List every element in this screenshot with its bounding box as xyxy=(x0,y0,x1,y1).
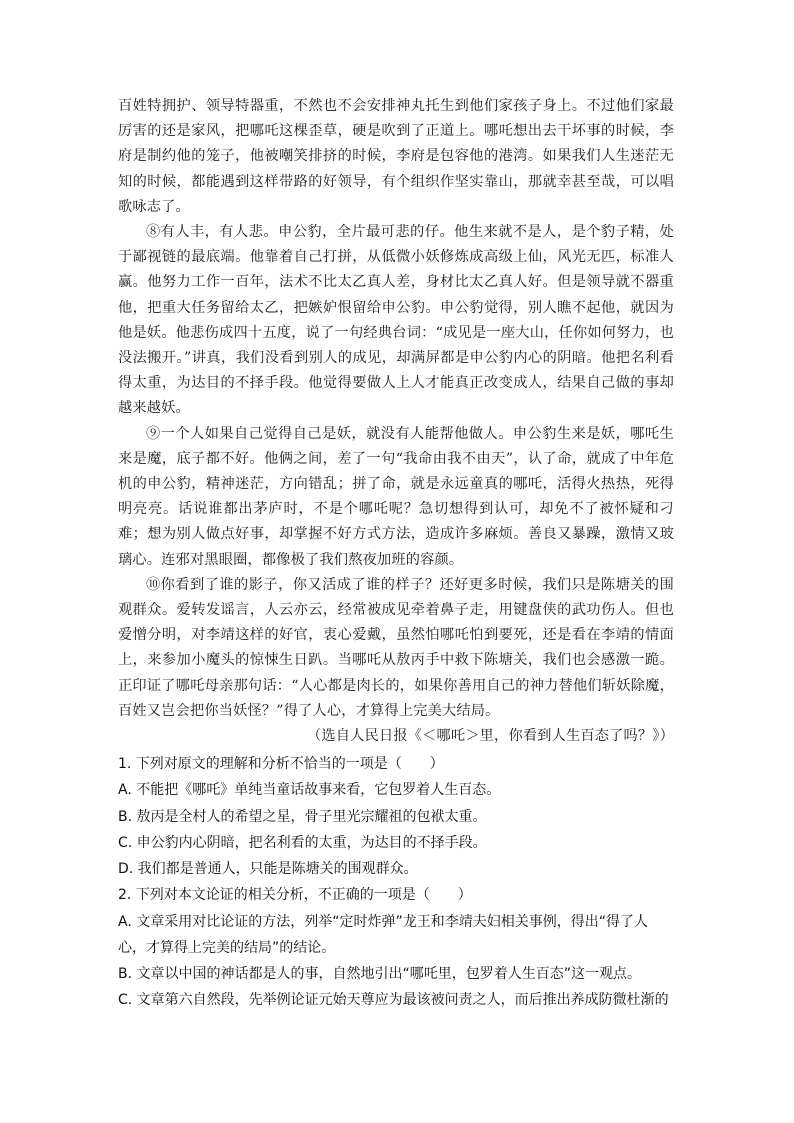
passage-paragraph-9: ⑨一个人如果自己觉得自己是妖，就没有人能帮他做人。申公豹生来是妖，哪吒生来是魔，底子都不好。他俩之间，差了一句“我命由我不由天”，认了命，就成了中年危机的申公豹，精神迷茫，方向错乱；拼了命，就是永远童真的哪吒，活得火热热，死得明亮亮。话说谁都出茅庐时，不是个哪吒呢？急切想得到认可，却免不了被怀疑和刁难；想为别人做点好事，却掌握不好方式方法，造成许多麻烦。善良又暴躁，激情又玻璃心。连邪对黑眼圈，都像极了我们熬夜加班的容颜。 xyxy=(118,425,674,568)
question-1-option-d: D. 我们都是普通人，只能是陈塘关的围观群众。 xyxy=(118,861,418,878)
question-2-option-c: C. 文章第六自然段，先举例论证元始天尊应为最该被问责之人，而后推出养成防微杜渐的 xyxy=(118,992,669,1009)
question-2-stem: 2. 下列对本文论证的相关分析，不正确的一项是（ ） xyxy=(118,887,472,904)
question-1-stem: 1. 下列对原文的理解和分析不恰当的一项是（ ） xyxy=(118,756,444,773)
question-1-option-c: C. 申公豹内心阴暗，把名利看的太重，为达目的不择手段。 xyxy=(118,834,487,851)
question-2-option-a-line-1: A. 文章采用对比论证的方法，列举“定时炸弹”龙王和李靖夫妇相关事例，得出“得了人 xyxy=(118,913,648,930)
question-2-option-b: B. 文章以中国的神话都是人的事，自然地引出“哪吒里，包罗着人生百态”这一观点。 xyxy=(118,965,642,982)
passage-paragraph-10: ⑩你看到了谁的影子，你又活成了谁的样子？还好更多时候，我们只是陈塘关的围观群众。爱转发谣言，人云亦云，经常被成见牵着鼻子走，用键盘侠的武功伤人。但也爱憎分明，对李靖这样的好官，衷心爱戴，虽然怕哪吒怕到要死，还是看在李靖的情面上，来参加小魔头的惊悚生日趴。当哪吒从敖丙手中救下陈塘关，我们也会感激一跪。正印证了哪吒母亲那句话：“人心都是肉长的，如果你善用自己的神力替他们斩妖除魔，百姓又岂会把你当妖怪？”得了人心，才算得上完美大结局。 xyxy=(118,576,674,719)
question-1-option-b: B. 敖丙是全村人的希望之星，骨子里光宗耀祖的包袱太重。 xyxy=(118,808,487,825)
passage-paragraph-7: 百姓特拥护、领导特器重，不然也不会安排神丸托生到他们家孩子身上。不过他们家最厉害的还是家风，把哪吒这棵歪草，硬是吹到了正道上。哪吒想出去干坏事的时候，李府是制约他的笼子，他被嘲笑排挤的时候，李府是包容他的港湾。如果我们人生迷茫无知的时候，都能遇到这样带路的好领导，有个组织作坚实靠山，那就幸甚至哉，可以唱歌咏志了。 xyxy=(118,98,674,215)
question-1-option-a: A. 不能把《哪吒》单纯当童话故事来看，它包罗着人生百态。 xyxy=(118,782,501,799)
page-content xyxy=(118,94,674,1013)
question-section xyxy=(118,751,674,1013)
question-2-option-a-line-2: 心，才算得上完美的结局”的结论。 xyxy=(118,939,336,956)
passage-paragraph-8: ⑧有人丰，有人悲。申公豹，全片最可悲的仔。他生来就不是人，是个豹子精，处于鄙视链的最底端。他靠着自己打拼，从低微小妖修炼成高级上仙，风光无匹，标准人赢。他努力工作一百年，法术不比太乙真人差，身材比太乙真人好。但是领导就不器重他，把重大任务留给太乙，把嫉妒恨留给申公豹。申公豹觉得，别人瞧不起他，就因为他是妖。他悲伤成四十五度，说了一句经典台词：“成见是一座大山，任你如何努力，也没法搬开。”讲真，我们没看到别人的成见，却满屏都是申公豹内心的阴暗。他把名利看得太重，为达目的不择手段。他觉得要做人上人才能真正改变成人，结果自己做的事却越来越妖。 xyxy=(118,224,674,417)
passage-source: （选自人民日报《＜哪吒＞里，你看到人生百态了吗？》） xyxy=(307,728,674,745)
